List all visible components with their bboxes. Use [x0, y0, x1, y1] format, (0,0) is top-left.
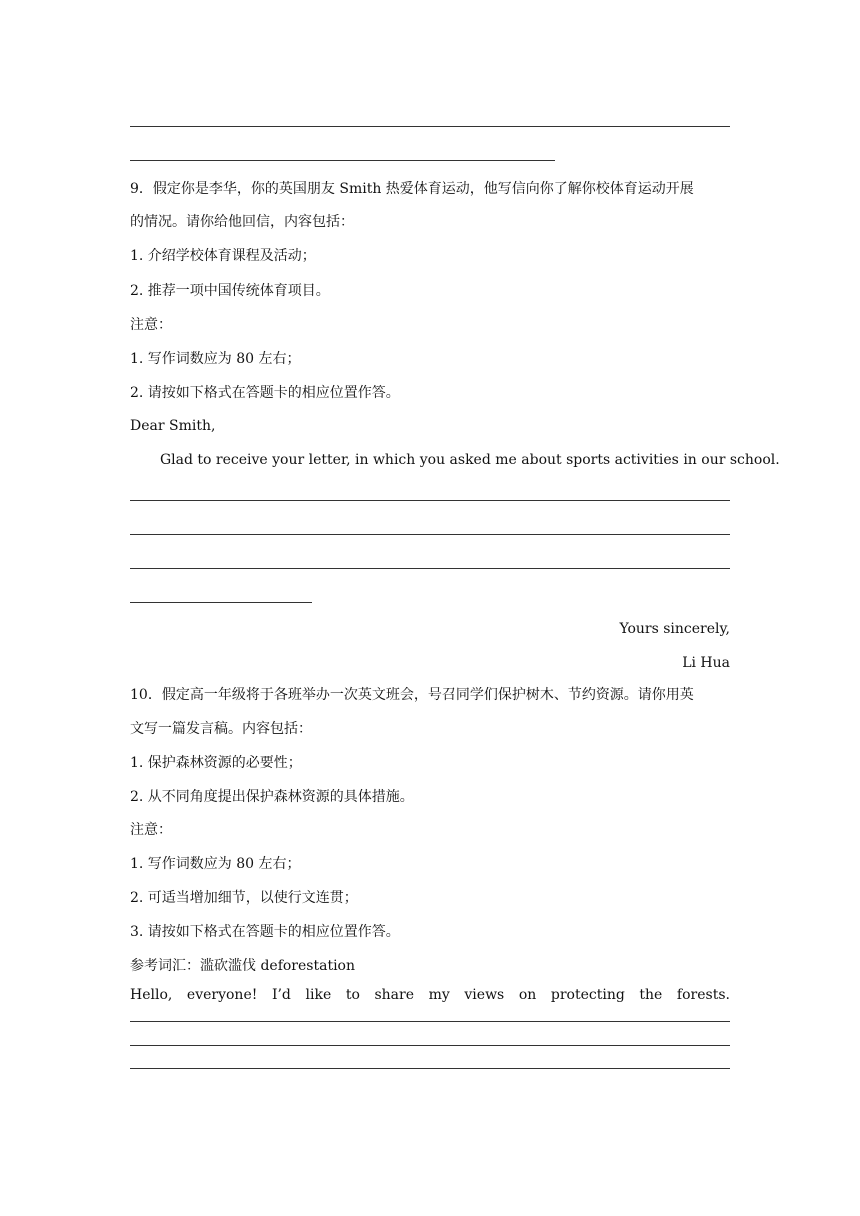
word: I’d [271, 987, 291, 1003]
q9-title-line1: 9．假定你是李华，你的英国朋友 Smith 热爱体育运动，他写信向你了解你校体育运动开展 [130, 181, 694, 197]
q9-salutation: Dear Smith, [130, 418, 216, 434]
q10-note: 1. 写作词数应为 80 左右； [130, 856, 301, 872]
q9-notes-heading: 注意： [130, 317, 172, 333]
q9-opening-sentence: Glad to receive your letter, in which you asked me about sports activities in our school. [160, 452, 780, 468]
word: my [428, 987, 450, 1003]
answer-line [130, 534, 730, 535]
answer-line [130, 568, 730, 569]
q9-point: 2. 推荐一项中国传统体育项目。 [130, 283, 330, 299]
q9-title-line2: 的情况。请你给他回信，内容包括： [130, 214, 354, 230]
word: the [639, 987, 663, 1003]
word: views [464, 987, 505, 1003]
answer-line-short [130, 602, 312, 603]
answer-line [130, 1045, 730, 1046]
word: protecting [550, 987, 625, 1003]
answer-line [130, 1068, 730, 1069]
answer-line [130, 500, 730, 501]
q10-vocab: 参考词汇：滥砍滥伐 deforestation [130, 958, 355, 974]
word: to [345, 987, 360, 1003]
word: like [305, 987, 332, 1003]
q9-note: 2. 请按如下格式在答题卡的相应位置作答。 [130, 385, 400, 401]
q9-signature: Li Hua [682, 655, 730, 671]
q10-notes-heading: 注意： [130, 822, 172, 838]
answer-line-short [130, 160, 555, 161]
q9-closing: Yours sincerely, [619, 621, 730, 637]
q10-point: 2. 从不同角度提出保护森林资源的具体措施。 [130, 789, 414, 805]
q9-note: 1. 写作词数应为 80 左右； [130, 351, 301, 367]
q10-point: 1. 保护森林资源的必要性； [130, 755, 302, 771]
q10-note: 2. 可适当增加细节，以使行文连贯； [130, 890, 358, 906]
word: Hello, [130, 987, 173, 1003]
answer-line [130, 1021, 730, 1022]
q10-title-line1: 10．假定高一年级将于各班举办一次英文班会，号召同学们保护树木、节约资源。请你用英 [130, 687, 694, 703]
q10-opening-sentence [130, 986, 730, 1004]
word: on [518, 987, 537, 1003]
q9-point: 1. 介绍学校体育课程及活动； [130, 248, 316, 264]
q10-note: 3. 请按如下格式在答题卡的相应位置作答。 [130, 924, 400, 940]
answer-line [130, 126, 730, 127]
word: forests. [676, 987, 730, 1003]
q10-title-line2: 文写一篇发言稿。内容包括： [130, 721, 312, 737]
word: everyone! [186, 987, 258, 1003]
word: share [374, 987, 415, 1003]
